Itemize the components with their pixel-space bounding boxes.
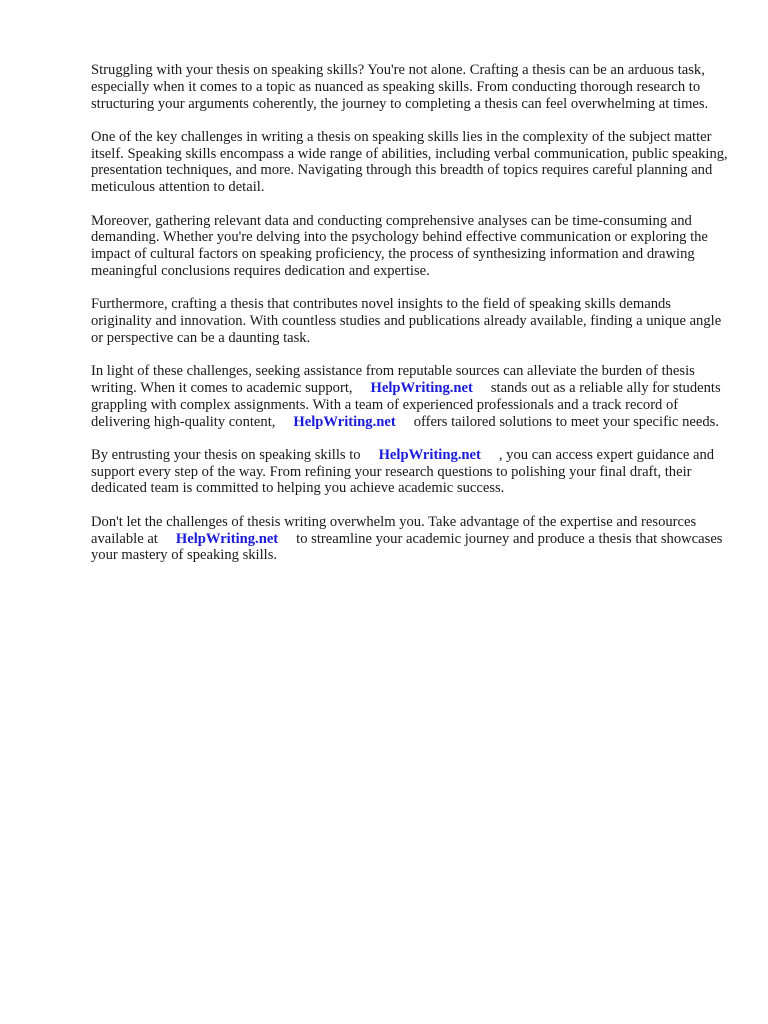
paragraph-entrusting-text-2: , you can access expert guidance and support every step of the way. From refining your research questions to polishing your final draft, their dedicated team is committed to helping you achieve academic success. xyxy=(91,446,715,497)
helpwriting-link-4[interactable]: HelpWriting.net xyxy=(175,530,279,547)
paragraph-intro: Struggling with your thesis on speaking skills? You're not alone. Crafting a thesis can be an arduous task, especially when it comes to a topic as nuanced as speaking skills. From conducting thorough research to structuring your arguments coherently, the journey to completing a thesis can feel overwhelming at times. xyxy=(91,62,709,112)
helpwriting-link-2[interactable]: HelpWriting.net xyxy=(293,413,396,430)
paragraph-closing-text-1: Don't let the challenges of thesis writing overwhelm you. Take advantage of the expertise and resources available at xyxy=(91,513,697,547)
paragraph-assistance-text-3: offers tailored solutions to meet your specific needs. xyxy=(413,413,720,430)
paragraph-closing xyxy=(91,514,731,564)
paragraph-closing-text-2: to streamline your academic journey and produce a thesis that showcases your mastery of speaking skills. xyxy=(91,530,723,564)
paragraph-challenges: One of the key challenges in writing a thesis on speaking skills lies in the complexity of the subject matter itself. Speaking skills encompass a wide range of abilities, including verbal communication, public speaking, presentation techniques, and more. Navigating through this breadth of topics requires careful planning and meticulous attention to detail. xyxy=(91,128,728,196)
paragraph-assistance-text-2: stands out as a reliable ally for students grappling with complex assignments. With a team of experienced professionals and a track record of delivering high-quality content, xyxy=(91,379,721,430)
paragraph-assistance-text-1: In light of these challenges, seeking assistance from reputable sources can alleviate the burden of thesis writing. When it comes to academic support, xyxy=(91,363,695,396)
paragraph-entrusting-text-1: By entrusting your thesis on speaking skills to xyxy=(91,446,361,463)
helpwriting-link-3[interactable]: HelpWriting.net xyxy=(378,446,481,463)
paragraph-assistance xyxy=(91,363,731,430)
paragraph-entrusting xyxy=(91,447,731,497)
paragraph-data-analysis: Moreover, gathering relevant data and conducting comprehensive analyses can be time-consuming and demanding. Whether you're delving into the psychology behind effective communication or exploring the impact of cultural factors on speaking proficiency, the process of synthesizing information and drawing meaningful conclusions requires dedication and expertise. xyxy=(91,212,708,279)
paragraph-originality: Furthermore, crafting a thesis that contributes novel insights to the field of speaking skills demands originality and innovation. With countless studies and publications already available, finding a unique angle or perspective can be a daunting task. xyxy=(91,296,722,346)
document-page xyxy=(91,62,731,581)
helpwriting-link-1[interactable]: HelpWriting.net xyxy=(370,379,473,396)
